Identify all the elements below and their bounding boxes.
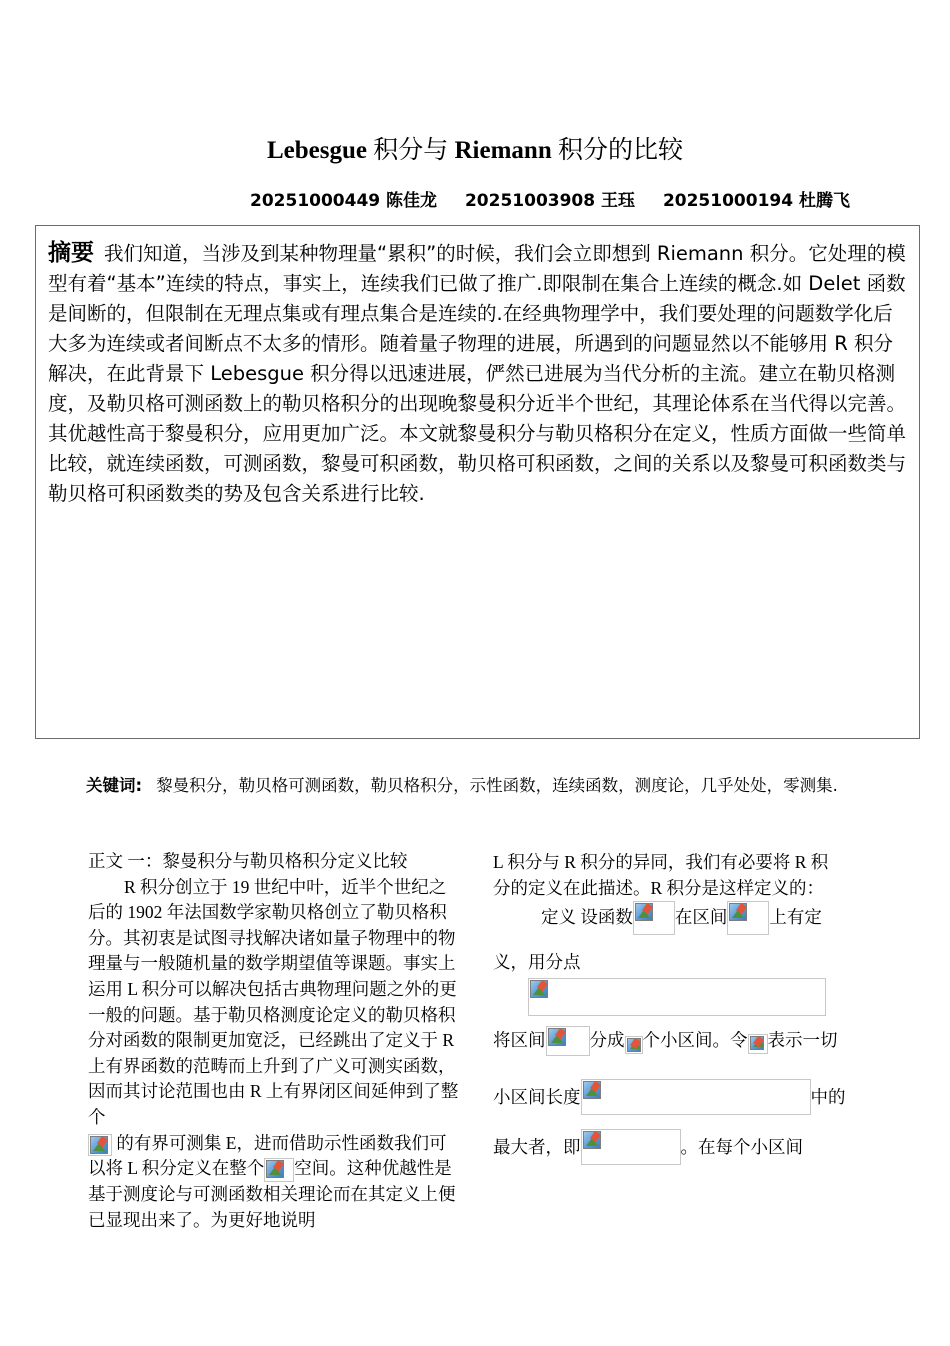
broken-image-icon	[546, 1026, 590, 1056]
body-line: 将区间 分成 个小区间。令 表示一切	[493, 1026, 838, 1056]
body-line: 义，用分点	[493, 952, 581, 972]
keywords-label: 关键词:	[86, 776, 143, 795]
body-paragraph: R 积分创立于 19 世纪中叶，近半个世纪之后的 1902 年法国数学家勒贝格创立了勒贝格积分。其初衷是试图寻找解决诸如量子物理中的物理量与一般随机量的数学期望值等课题。事实上运用 L 积分可以解决包括古典物理问题之外的更一般的问题。基于勒贝格测度论定义的勒贝格积分对函数的限制更加宽泛，已经跳出了定义于 R 上有界函数的范畴而上升到了广义可测实函数，因而其讨论范围也由 R 上有界闭区间延伸到了整个 的有界可测集 E，进而借助示性函数我们可以将 L 积分定义在整个 空间。这种优越性是基于测度论与可测函数相关理论而在其定义上便已显现出来了。为更好地说明	[88, 876, 459, 1230]
keywords	[86, 760, 856, 811]
abstract-label: 摘要	[48, 240, 94, 266]
broken-image-icon	[528, 978, 826, 1016]
author-3: 20251000194 杜腾飞	[662, 191, 850, 211]
keywords-text: 黎曼积分，勒贝格可测函数，勒贝格积分，示性函数，连续函数，测度论，几乎处处，零测集.	[156, 776, 838, 795]
paper-title: Lebesgue 积分与 Riemann 积分的比较	[266, 137, 683, 164]
broken-image-icon	[581, 1079, 811, 1115]
formula-line	[528, 978, 826, 1016]
broken-image-icon	[264, 1158, 294, 1182]
broken-image-icon	[625, 1036, 643, 1054]
body-line: 分的定义在此描述。R 积分是这样定义的：	[493, 878, 825, 898]
broken-image-icon	[88, 1134, 112, 1156]
author-2: 20251003908 王珏	[464, 191, 636, 211]
body-line: 最大者，即 。在每个小区间	[493, 1129, 803, 1165]
broken-image-icon	[581, 1129, 681, 1165]
broken-image-icon	[633, 901, 675, 935]
abstract-box	[35, 225, 920, 739]
broken-image-icon	[727, 901, 769, 935]
broken-image-icon	[748, 1034, 768, 1054]
abstract-text: 我们知道，当涉及到某种物理量“累积”的时候，我们会立即想到 Riemann 积分。它处理的模型有着“基本”连续的特点，事实上，连续我们已做了推广.即限制在集合上连续的概念.如 Delet 函数是间断的，但限制在无理点集或有理点集合是连续的.在经典物理学中，我们要处理的问题数学化后大多为连续或者间断点不太多的情形。随着量子物理的进展，所遇到的问题显然以不能够用 R 积分解决，在此背景下 Lebesgue 积分得以迅速进展，俨然已进展为当代分析的主流。建立在勒贝格测度，及勒贝格可测函数上的勒贝格积分的出现晚黎曼积分近半个世纪，其理论体系在当代得以完善。其优越性高于黎曼积分，应用更加广泛。本文就黎曼积分与勒贝格积分在定义，性质方面做一些简单比较，就连续函数，可测函数，黎曼可积函数，勒贝格可积函数，之间的关系以及黎曼可积函数类与勒贝格可积函数类的势及包含关系进行比较.	[48, 242, 907, 505]
section-heading: 正文 一：黎曼积分与勒贝格积分定义比较	[88, 851, 408, 871]
body-line: 小区间长度 中的	[493, 1079, 846, 1115]
author-list	[250, 186, 872, 211]
author-1: 20251000449 陈佳龙	[250, 191, 438, 211]
body-line: L 积分与 R 积分的异同，我们有必要将 R 积	[493, 852, 829, 872]
definition-line: 定义 设函数 在区间 上有定	[541, 901, 822, 935]
body-left-column	[88, 849, 460, 1233]
